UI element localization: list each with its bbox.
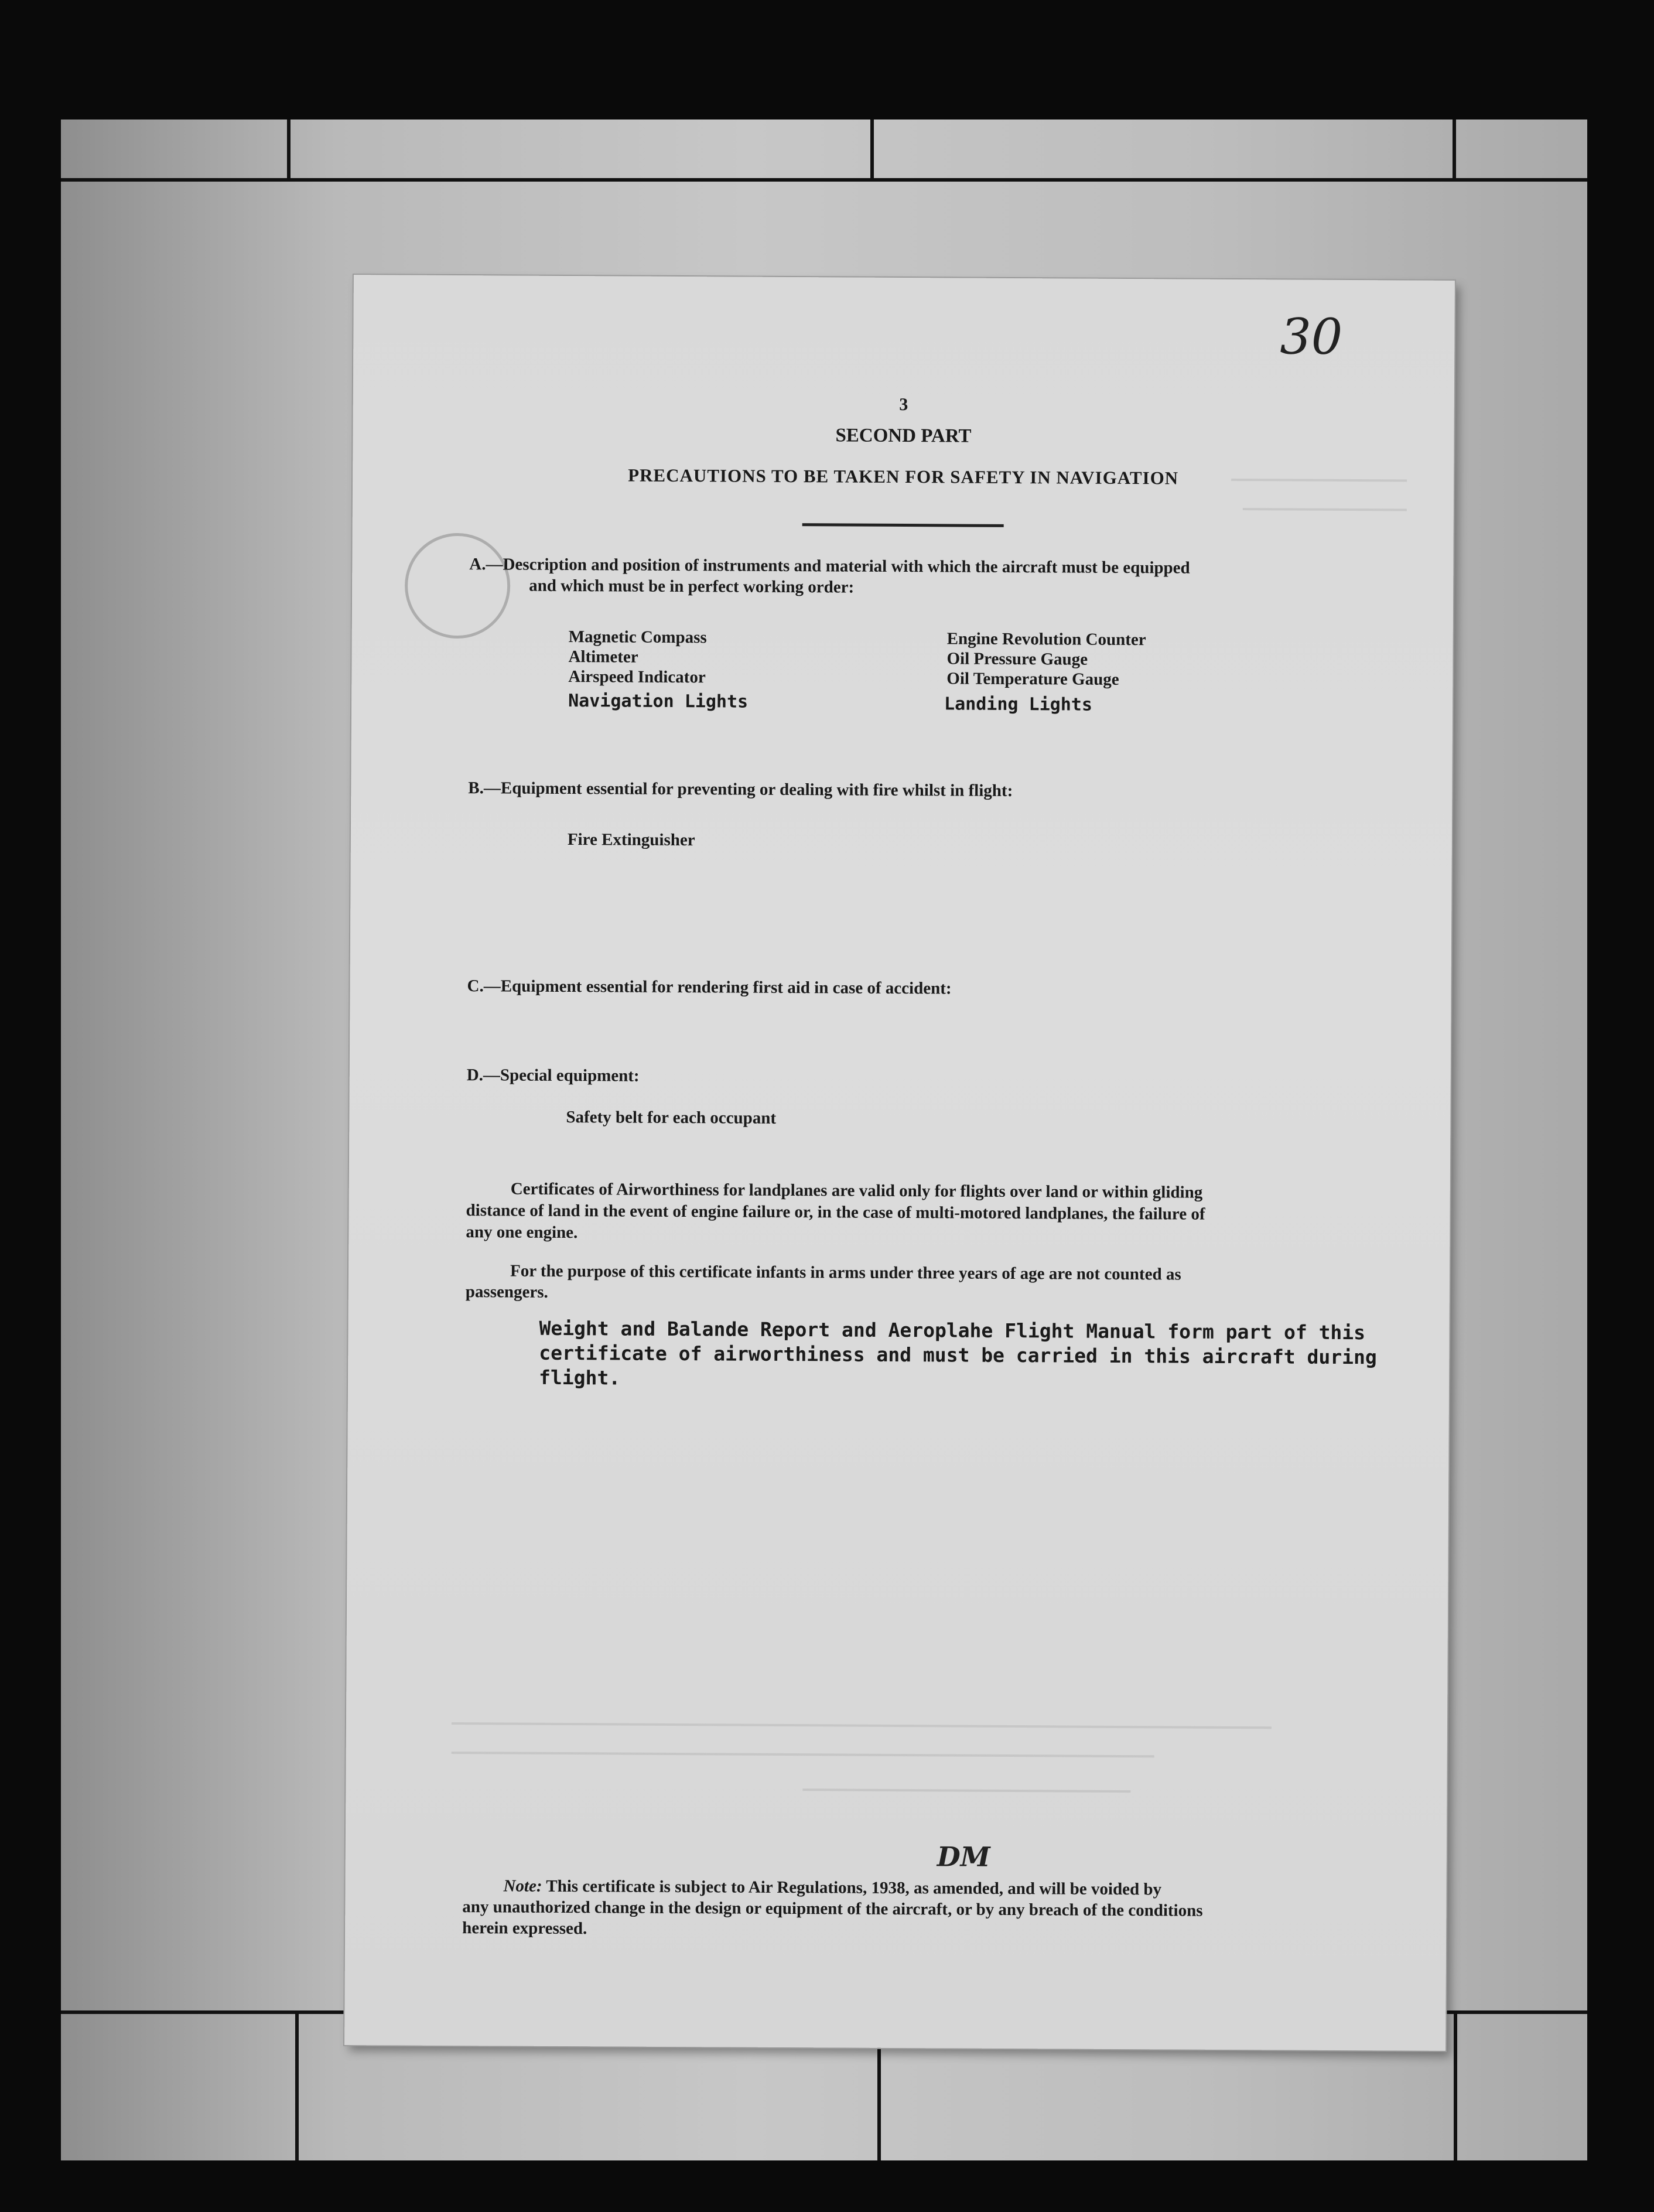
validity-paragraph-line: Certificates of Airworthiness for landplanes are valid only for flights over land or within gliding <box>510 1179 1203 1202</box>
note-line: herein expressed. <box>462 1919 587 1938</box>
page-number: 3 <box>899 394 908 415</box>
instrument-item: Altimeter <box>568 647 638 667</box>
fire-equipment-item: Fire Extinguisher <box>567 830 695 850</box>
frame-divider <box>287 120 291 182</box>
note-text: This certificate is subject to Air Regulations, 1938, as amended, and will be voided by <box>546 1876 1162 1899</box>
frame-divider <box>295 2010 299 2160</box>
instrument-item: Oil Temperature Gauge <box>946 669 1119 689</box>
note-line: any unauthorized change in the design or equipment of the aircraft, or by any breach of the conditions <box>462 1897 1203 1920</box>
infants-paragraph-line: For the purpose of this certificate infants in arms under three years of age are not counted as <box>510 1261 1181 1284</box>
bleed-through-text <box>452 1752 1154 1757</box>
note-label: Note: <box>503 1876 542 1896</box>
section-a-heading: A.—Description and position of instruments and material with which the aircraft must be equipped <box>469 555 1190 578</box>
typed-notice-line: certificate of airworthiness and must be carried in this aircraft during <box>539 1341 1377 1369</box>
part-title: SECOND PART <box>835 425 972 447</box>
title-underline <box>802 523 1004 527</box>
instrument-item: Engine Revolution Counter <box>946 629 1146 650</box>
validity-paragraph-line: any one engine. <box>466 1223 578 1242</box>
faint-stamp <box>405 533 511 639</box>
bleed-through-text <box>452 1722 1272 1729</box>
instrument-item: Landing Lights <box>944 694 1093 715</box>
instrument-item: Oil Pressure Gauge <box>946 649 1088 669</box>
validity-paragraph-line: distance of land in the event of engine failure or, in the case of multi-motored landplanes, the failure of <box>466 1201 1205 1224</box>
signature-initials: DM <box>937 1841 990 1873</box>
handwritten-page-mark: 30 <box>1280 308 1343 366</box>
instrument-item: Magnetic Compass <box>568 627 707 647</box>
frame-divider <box>1454 2010 1457 2160</box>
typed-notice-line: flight. <box>538 1366 621 1390</box>
instrument-item: Airspeed Indicator <box>568 667 706 687</box>
section-title: PRECAUTIONS TO BE TAKEN FOR SAFETY IN NAVIGATION <box>628 465 1179 489</box>
instrument-item: Navigation Lights <box>568 691 749 712</box>
section-c-heading: C.—Equipment essential for rendering first aid in case of accident: <box>467 977 952 998</box>
special-equipment-item: Safety belt for each occupant <box>566 1108 777 1128</box>
frame-divider <box>870 120 874 182</box>
section-a-heading-cont: and which must be in perfect working order: <box>529 576 855 597</box>
bleed-through-text <box>802 1788 1130 1793</box>
infants-paragraph-line: passengers. <box>465 1282 548 1302</box>
frame-divider <box>1453 120 1456 182</box>
bleed-through-text <box>1243 508 1407 511</box>
certificate-page <box>344 275 1455 2051</box>
section-d-heading: D.—Special equipment: <box>466 1066 640 1085</box>
typed-notice-line: Weight and Balande Report and Aeroplahe Flight Manual form part of this <box>539 1316 1366 1344</box>
section-b-heading: B.—Equipment essential for preventing or dealing with fire whilst in flight: <box>468 779 1013 801</box>
